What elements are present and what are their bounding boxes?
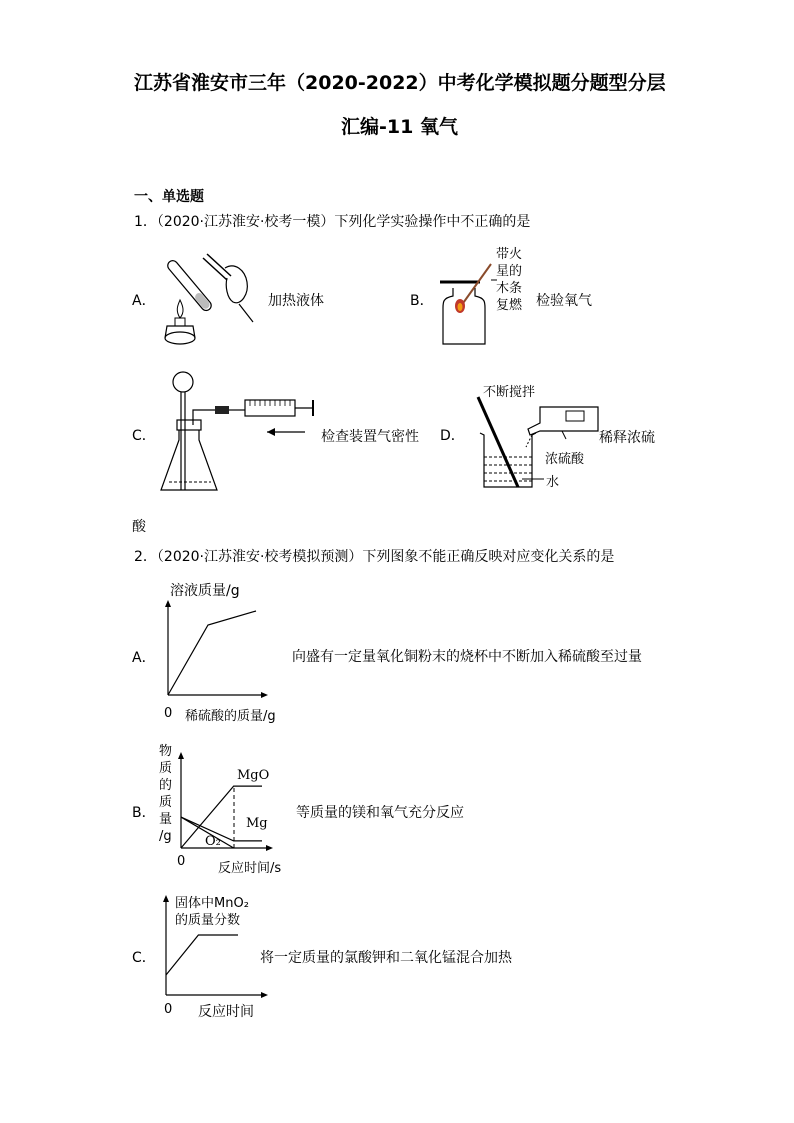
- q2b-ylabel-char: 质: [159, 761, 173, 776]
- q2b-ylabel-char: 量: [159, 812, 173, 827]
- q1-option-d-figure: [470, 395, 610, 495]
- q2b-chart: [175, 752, 275, 852]
- q2-option-c-description: 将一定质量的氯酸钾和二氧化锰混合加热: [260, 950, 512, 966]
- q1-option-d-caption-part2: 酸: [132, 519, 146, 535]
- q2b-label-mg: Mg: [246, 816, 268, 831]
- q2a-series-line: [168, 611, 256, 695]
- q2c-series-line: [166, 935, 238, 975]
- q2-option-a-letter[interactable]: A．: [132, 650, 156, 666]
- q1-option-b-callout: [496, 246, 528, 314]
- q2-stem: 2．（2020·江苏淮安·校考模拟预测）下列图象不能正确反映对应变化关系的是: [134, 549, 615, 565]
- q2b-origin: 0: [177, 854, 186, 869]
- q2b-ylabel-char: 物: [159, 744, 173, 759]
- q1-option-d-caption-part1: 稀释浓硫: [599, 430, 655, 446]
- q1-stem: 1．（2020·江苏淮安·校考一模）下列化学实验操作中不正确的是: [134, 214, 531, 230]
- q2b-ylabel-char: 的: [159, 778, 173, 793]
- q2c-ylabel-line1: 固体中MnO₂: [175, 896, 249, 911]
- q1-option-d-stir-label: 不断搅拌: [483, 385, 536, 400]
- q2a-origin: 0: [164, 706, 173, 721]
- q1-option-b-figure: [435, 260, 505, 350]
- q2a-ylabel: 溶液质量/g: [170, 583, 240, 599]
- q1-option-d-acid-label: 浓硫酸: [545, 452, 585, 467]
- q2b-xlabel: 反应时间/s: [218, 861, 282, 876]
- q2b-label-mgo: MgO: [237, 768, 270, 783]
- q1-option-b-letter[interactable]: B．: [410, 293, 434, 309]
- q2-option-c-letter[interactable]: C．: [132, 950, 156, 966]
- doc-title-line2: 汇编-11 氧气: [341, 116, 458, 138]
- q1-option-c-figure: [155, 370, 325, 500]
- q2-option-b-letter[interactable]: B．: [132, 805, 156, 821]
- q2a-xlabel: 稀硫酸的质量/g: [185, 709, 276, 724]
- q2a-chart: [160, 600, 270, 700]
- q2b-label-o2: O₂: [205, 834, 221, 849]
- q1-option-a-figure: [155, 250, 260, 350]
- q1-option-b-caption: 检验氧气: [536, 293, 592, 309]
- doc-title-line1: 江苏省淮安市三年（2020-2022）中考化学模拟题分题型分层: [134, 72, 666, 94]
- q2-option-b-description: 等质量的镁和氧气充分反应: [296, 805, 464, 821]
- q2c-xlabel: 反应时间: [198, 1004, 254, 1020]
- callout-line: 带火: [496, 247, 523, 262]
- q2c-origin: 0: [164, 1002, 173, 1017]
- callout-line: 复燃: [496, 298, 523, 313]
- q1-option-c-letter[interactable]: C．: [132, 428, 156, 444]
- q1-option-d-letter[interactable]: D．: [440, 428, 465, 444]
- q2-option-a-description: 向盛有一定量氧化铜粉末的烧杯中不断加入稀硫酸至过量: [292, 649, 642, 665]
- callout-line: 星的: [496, 264, 523, 279]
- q2b-ylabel-char: /g: [159, 829, 172, 844]
- q2c-ylabel-line2: 的质量分数: [175, 913, 241, 928]
- q1-option-d-water-label: 水: [546, 475, 560, 490]
- section-heading: 一、单选题: [134, 189, 204, 205]
- q2b-ylabel-char: 质: [159, 795, 173, 810]
- q1-option-a-caption: 加热液体: [268, 293, 324, 309]
- q2c-chart: [158, 895, 270, 1000]
- q1-option-c-caption: 检查装置气密性: [321, 429, 419, 445]
- q1-option-a-letter[interactable]: A．: [132, 293, 156, 309]
- callout-line: 木条: [496, 281, 523, 296]
- q2b-ylabel: [159, 743, 172, 845]
